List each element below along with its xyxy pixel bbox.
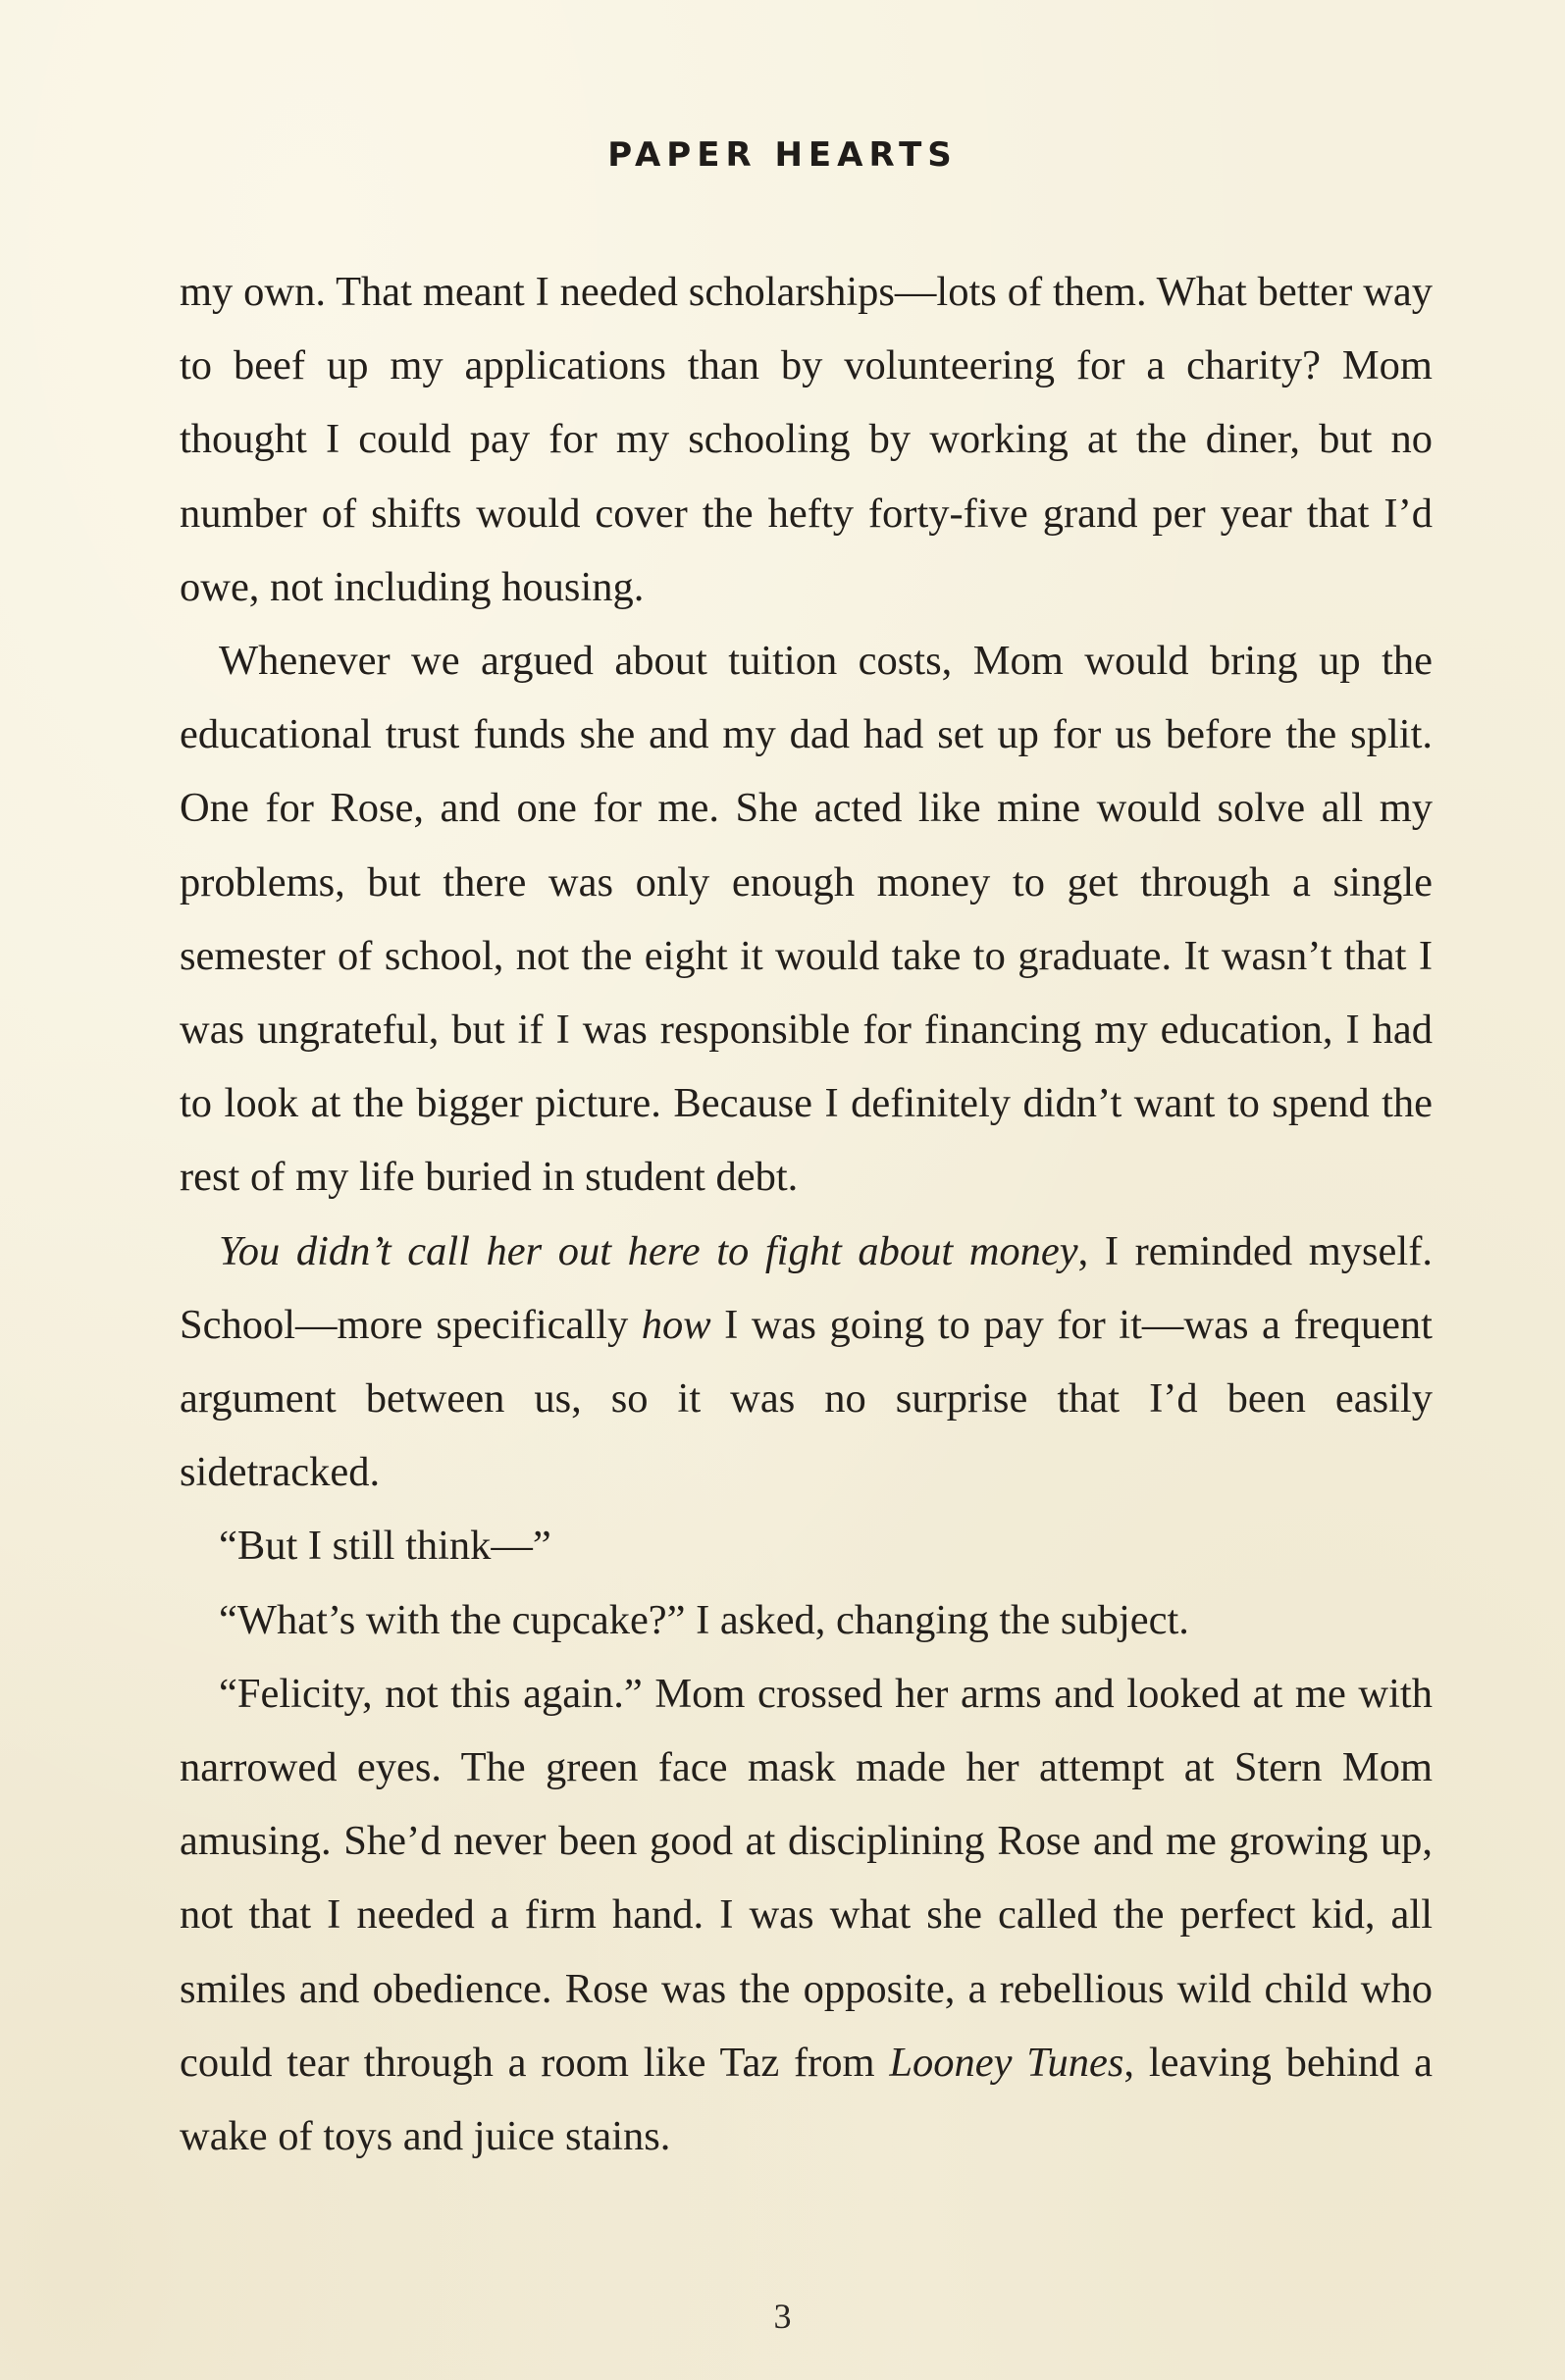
italic-text-run: Looney Tunes	[889, 2039, 1124, 2086]
text-run: “What’s with the cupcake?” I asked, changing the subject.	[219, 1596, 1189, 1643]
text-run: I was going to pay for it—was a frequent argument between us, so it was no surprise that I’d been easily sidetracked.	[180, 1301, 1433, 1496]
paragraph	[180, 1215, 1433, 1510]
text-run: , leaving behind a wake of toys and juice stains.	[180, 2039, 1433, 2160]
text-run: “Felicity, not this again.” Mom crossed her arms and looked at me with narrowed eyes. The green face mask made her attempt at Stern Mom amusing. She’d never been good at disciplining Rose and me growing up, not that I needed a firm hand. I was what she called the perfect kid, all smiles and obedience. Rose was the opposite, a rebellious wild child who could tear through a room like Taz from	[180, 1670, 1433, 2086]
text-run: , I reminded myself. School—more specifically	[180, 1227, 1433, 1348]
paragraph	[180, 1509, 1433, 1582]
page-number: 3	[773, 2297, 792, 2336]
text-run: “But I still think—”	[219, 1523, 551, 1570]
paragraph	[180, 624, 1433, 1215]
running-head: PAPER HEARTS	[607, 135, 958, 175]
paragraph	[180, 1657, 1433, 2173]
body-text	[180, 255, 1433, 2173]
paragraph	[180, 255, 1433, 624]
text-run: my own. That meant I needed scholarships—lots of them. What better way to beef up my applications than by volunteering for a charity? Mom thought I could pay for my schooling by working at the diner, but no number of shifts would cover the hefty forty-five grand per year that I’d owe, not including housing.	[180, 269, 1433, 610]
italic-text-run: how	[641, 1301, 711, 1348]
paragraph	[180, 1583, 1433, 1657]
text-run: Whenever we argued about tuition costs, Mom would bring up the educational trust funds she and my dad had set up for us before the split. One for Rose, and one for me. She acted like mine would solve all my problems, but there was only enough money to get through a single semester of school, not the eight it would take to graduate. It wasn’t that I was ungrateful, but if I was responsible for financing my education, I had to look at the bigger picture. Because I definitely didn’t want to spend the rest of my life buried in student debt.	[180, 638, 1433, 1201]
italic-text-run: You didn’t call her out here to fight about money	[219, 1227, 1078, 1274]
